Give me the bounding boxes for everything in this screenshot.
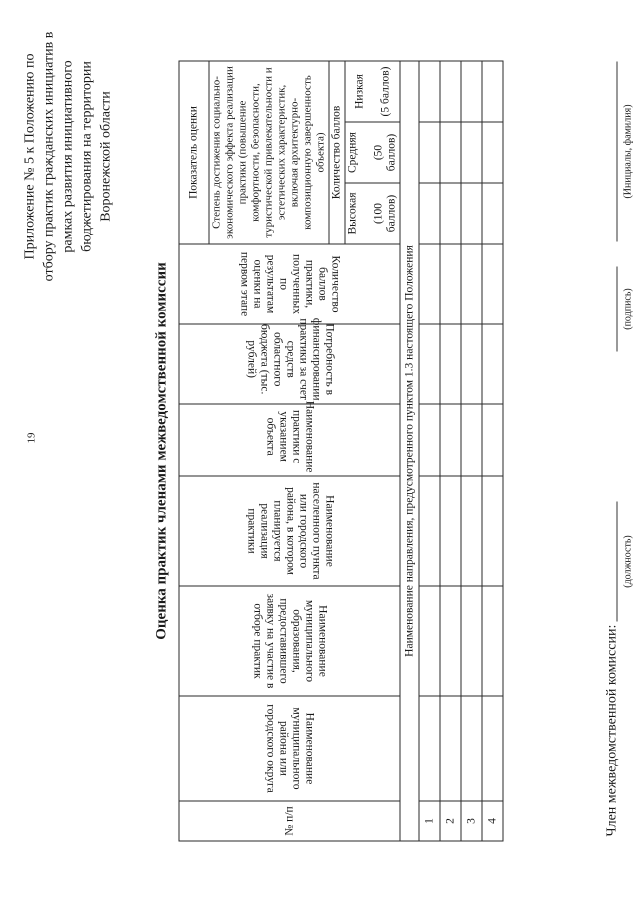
name-line bbox=[616, 61, 617, 241]
name-caption: (Инициалы, фамилия) bbox=[622, 103, 633, 199]
position-line bbox=[616, 501, 617, 621]
criterion-text: Степень достижения социально-экономического эффекта реализации практики (повышение комфортности, безопасности, туристической привлекательности и эстетических характеристик, включая архитектурно-композиционную завершенность объекта) bbox=[209, 60, 329, 243]
commission-member-label: Член межведомственной комиссии: bbox=[604, 624, 619, 836]
row-number: 1 bbox=[419, 801, 440, 841]
header-municipality: Наименование муниципального образования, предоставившего заявку на участие в отборе практик bbox=[179, 586, 400, 696]
evaluation-table bbox=[178, 60, 503, 841]
header-funding: Потребность в финансировании практики за счет средств областного бюджета (тыс. рублей) bbox=[179, 324, 400, 404]
table-row bbox=[461, 60, 482, 840]
row-number: 3 bbox=[461, 801, 482, 841]
header-no: № п/п bbox=[179, 801, 400, 841]
table-row bbox=[419, 60, 440, 840]
header-district: Наименование муниципального района или городского округа bbox=[179, 696, 400, 801]
score-header: Количество баллов bbox=[329, 60, 345, 243]
position-caption: (должность) bbox=[622, 534, 633, 588]
row-number: 2 bbox=[440, 801, 461, 841]
header-indicator: Показатель оценки bbox=[179, 60, 209, 243]
signature-caption: (подпись) bbox=[622, 287, 633, 330]
header-practice: Наименование практики с указанием объекта bbox=[179, 404, 400, 476]
header-settlement: Наименование населенного пункта или городского района, в котором планируется реализация практики bbox=[179, 476, 400, 586]
page-title: Оценка практик членами межведомственной комиссии bbox=[153, 261, 169, 640]
signature-line bbox=[616, 266, 617, 351]
level-high: Высокая (100 баллов) bbox=[345, 183, 400, 244]
direction-row: Наименование направления, предусмотренного пунктом 1.3 настоящего Положения bbox=[400, 60, 419, 840]
row-number: 4 bbox=[482, 801, 503, 841]
level-medium: Средняя (50 баллов) bbox=[345, 122, 400, 183]
table-row bbox=[440, 60, 461, 840]
header-first-stage: Количество баллов практики, полученных по результатам оценки на первом этапе bbox=[179, 244, 400, 324]
level-low: Низкая (5 баллов) bbox=[345, 60, 400, 121]
appendix-note: Приложение № 5 к Положению по отбору практик гражданских инициатив в рамках развития инициативного бюджетирования на территории Воронежской области bbox=[22, 31, 113, 281]
page-number: 19 bbox=[25, 432, 38, 444]
table-row bbox=[482, 60, 503, 840]
